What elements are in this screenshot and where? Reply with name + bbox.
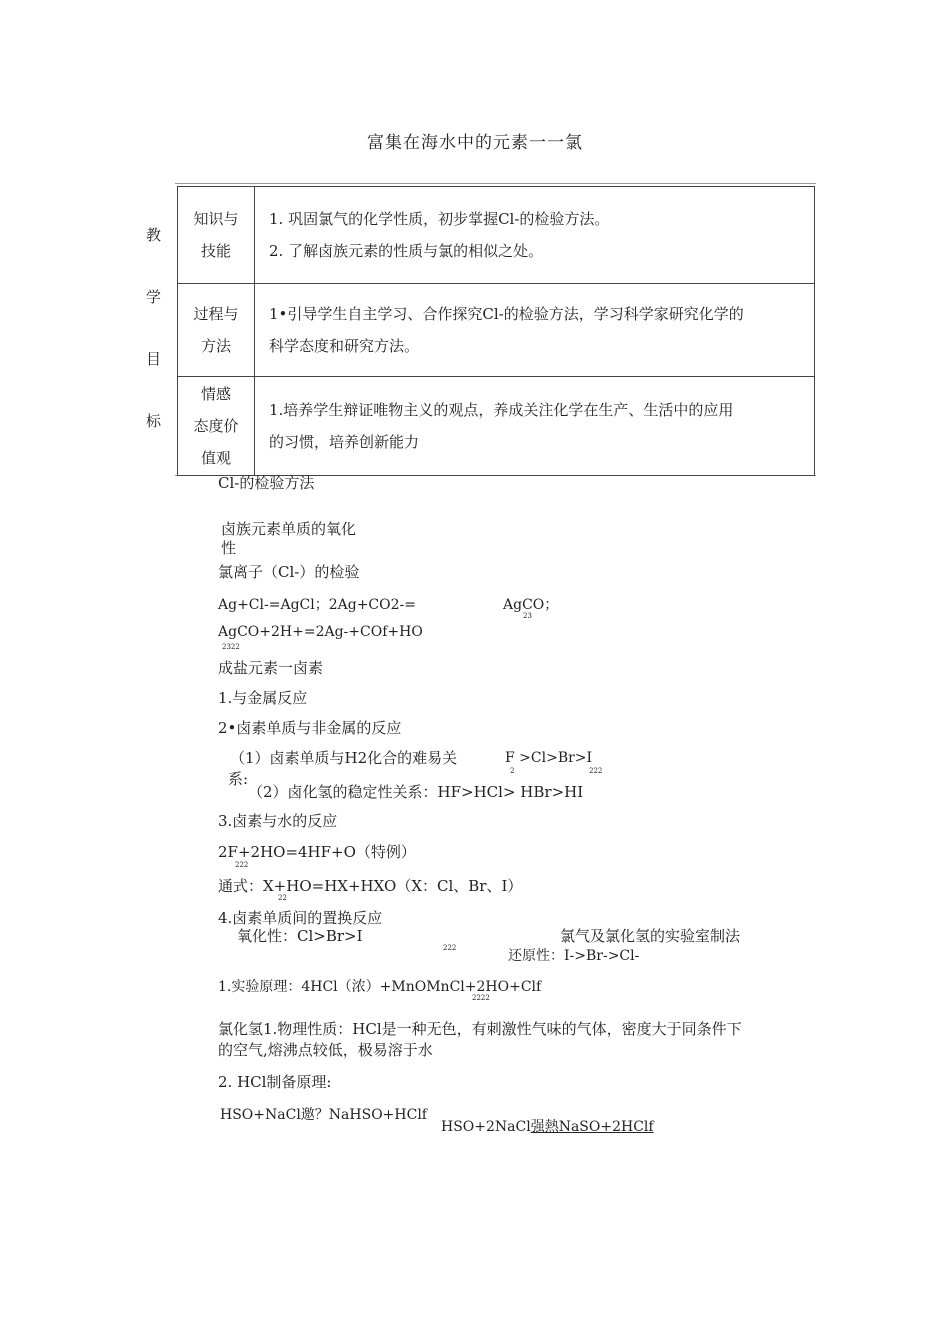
halogen-oxidation-line: 性 [221, 539, 237, 557]
equation-part: HSO+2NaCl [441, 1119, 531, 1135]
equation-part: NaSO+2HClf [558, 1119, 654, 1135]
subscript: 222 [235, 861, 249, 869]
equation: 还原性：I->Br->Cl- [508, 948, 640, 964]
table-frame-top [175, 183, 816, 184]
side-label-char: 教 [146, 226, 162, 244]
table-row [178, 187, 815, 284]
subscript: 2322 [222, 643, 240, 651]
subscript: 23 [523, 612, 532, 620]
description-line: 1.培养学生辩证唯物主义的观点，养成关注化学在生产、生活中的应用 [269, 401, 734, 419]
subscript: 222 [443, 944, 457, 952]
list-item: 2. HCl制备原理: [218, 1073, 332, 1091]
equation: 1.实验原理：4HCl（浓）+MnOMnCl+2HO+Clf [218, 979, 542, 995]
paragraph-line: 氯化氢1.物理性质：HCl是一种无色，有刺激性气味的气体，密度大于同条件下 [218, 1020, 742, 1038]
equation-part: 强熱 [530, 1119, 559, 1135]
list-item: 2•卤素单质与非金属的反应 [218, 719, 402, 737]
halogen-oxidation-line: 卤族元素单质的氧化 [221, 520, 357, 538]
list-item: 3.卤素与水的反应 [218, 812, 338, 830]
objectives-table [177, 186, 815, 476]
table-row [178, 284, 815, 377]
category-line: 方法 [200, 337, 231, 355]
category-line: 态度价 [193, 417, 239, 435]
list-item: 1.与金属反应 [218, 689, 308, 707]
category-line: 过程与 [193, 305, 239, 323]
sub-item: （2）卤化氢的稳定性关系：HF>HCl> HBr>HI [248, 783, 584, 801]
table-row [178, 377, 815, 476]
side-label-char: 学 [146, 288, 162, 306]
equation: F >Cl>Br>I [505, 750, 593, 766]
description-cell [255, 377, 815, 476]
category-line: 值观 [200, 449, 231, 467]
sub-item: （1）卤素单质与H2化合的难易关 [230, 749, 458, 767]
equation: HSO+NaCl邀？NaHSO+HClf [220, 1107, 427, 1123]
description-line: 1•引导学生自主学习、合作探究Cl-的检验方法，学习科学家研究化学的 [269, 305, 744, 323]
section-heading: 氯气及氯化氢的实验室制法 [560, 927, 741, 945]
cl-method-heading: Cl-的检验方法 [218, 474, 315, 492]
description-line: 2. 了解卤族元素的性质与氯的相似之处。 [269, 242, 544, 260]
equation: AgCO+2H+=2Ag-+COf+HO [218, 624, 423, 640]
category-line: 情感 [200, 385, 231, 403]
side-label-char: 标 [146, 412, 162, 430]
subscript: 22 [278, 894, 287, 902]
subscript: 2 [510, 767, 515, 775]
category-line: 技能 [200, 242, 231, 260]
equation: 2F+2HO=4HF+O（特例） [218, 843, 416, 861]
equation [441, 1116, 654, 1136]
subscript: 2222 [472, 994, 490, 1002]
section-heading: 成盐元素一卤素 [218, 659, 324, 677]
sub-item: 系: [228, 770, 249, 788]
category-line: 知识与 [193, 210, 239, 228]
description-cell [255, 187, 815, 284]
list-item: 4.卤素单质间的置换反应 [218, 909, 383, 927]
description-line: 的习惯，培养创新能力 [269, 433, 420, 451]
subscript: 222 [589, 767, 603, 775]
page-title: 富集在海水中的元素一一氯 [367, 133, 583, 153]
equation: 通式：X+HO=HX+HXO（X：Cl、Br、I） [218, 877, 523, 895]
category-cell [178, 377, 255, 476]
equation: 氧化性：Cl>Br>I [237, 927, 363, 945]
equation: AgCO； [503, 597, 559, 613]
category-cell [178, 187, 255, 284]
equation: Ag+Cl-=AgCl；2Ag+CO2-= [218, 597, 416, 613]
description-cell [255, 284, 815, 377]
description-line: 1. 巩固氯气的化学性质，初步掌握Cl-的检验方法。 [269, 210, 610, 228]
side-label-char: 目 [146, 350, 162, 368]
category-cell [178, 284, 255, 377]
paragraph-line: 的空气,熔沸点较低，极易溶于水 [218, 1041, 433, 1059]
description-line: 科学态度和研究方法。 [269, 337, 420, 355]
chloride-test-heading: 氯离子（Cl-）的检验 [218, 563, 360, 581]
